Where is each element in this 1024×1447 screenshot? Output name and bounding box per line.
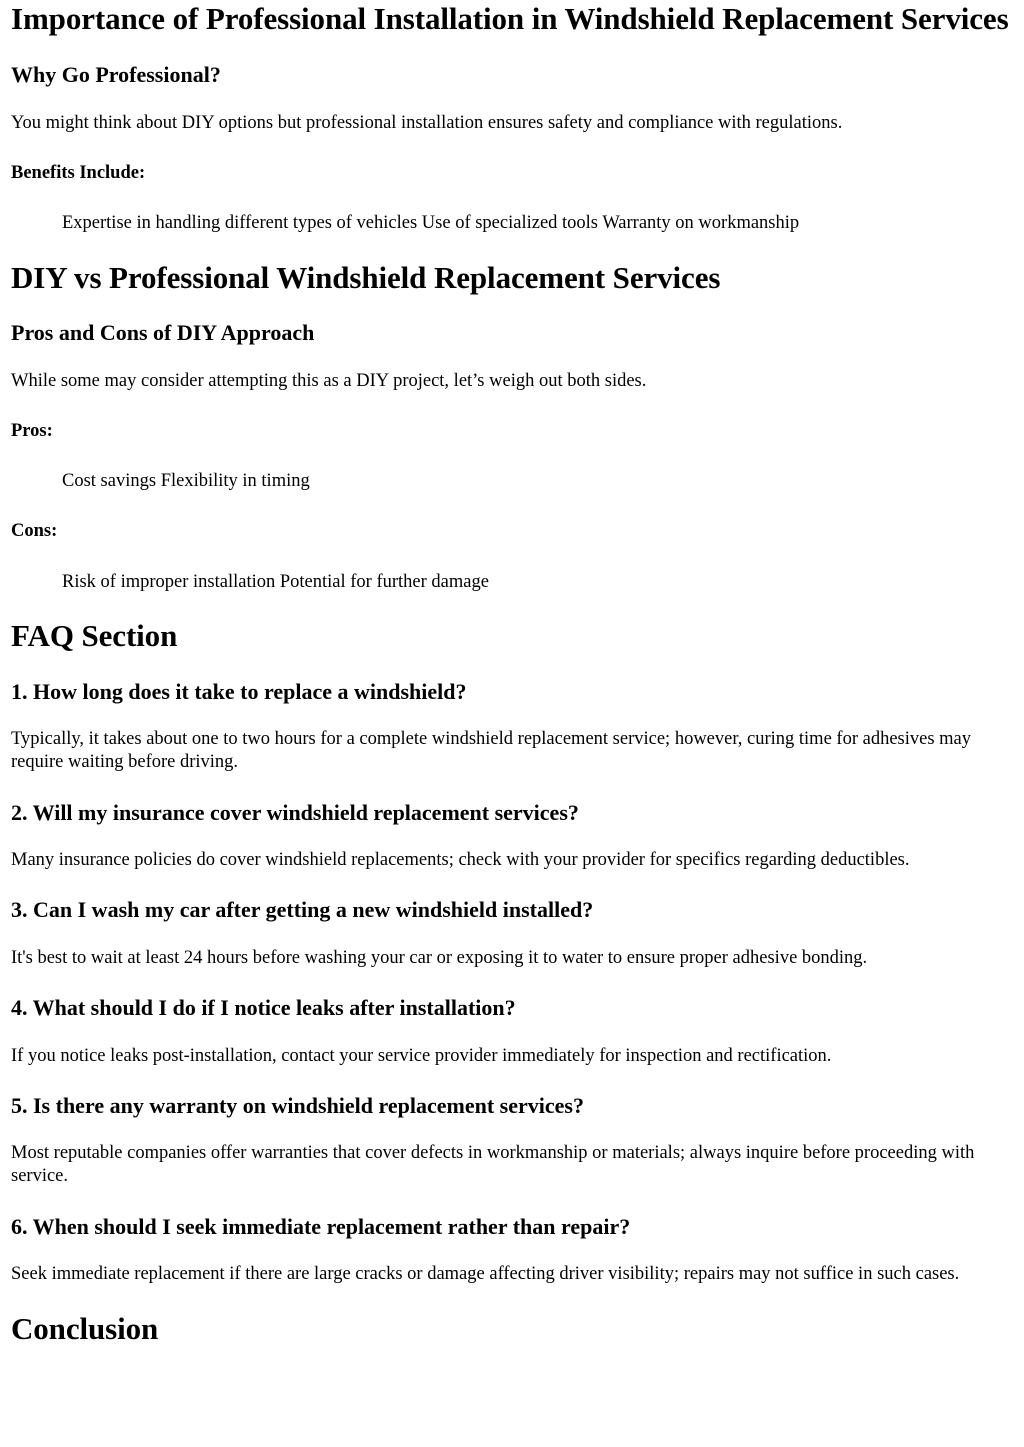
section-title-faq: FAQ Section	[11, 618, 178, 653]
faq-question: 5. Is there any warranty on windshield replacement services?	[11, 1093, 584, 1118]
section-title-professional-installation: Importance of Professional Installation in Windshield Replacement Services	[11, 1, 1009, 36]
faq-answer: It's best to wait at least 24 hours before washing your car or exposing it to water to ensure proper adhesive bonding.	[11, 948, 868, 968]
list-item: Cost savings	[62, 471, 157, 491]
faq-question: 6. When should I seek immediate replacement rather than repair?	[11, 1214, 631, 1239]
list-item: Potential for further damage	[279, 572, 489, 592]
subheading-why-go-professional: Why Go Professional?	[11, 62, 221, 87]
professional-intro-paragraph: You might think about DIY options but professional installation ensures safety and compliance with regulations.	[11, 113, 843, 133]
faq-question: 3. Can I wash my car after getting a new windshield installed?	[11, 897, 594, 922]
faq-answer: Many insurance policies do cover windshield replacements; check with your provider for specifics regarding deductibles.	[11, 850, 910, 870]
section-title-diy-vs-professional: DIY vs Professional Windshield Replacement Services	[11, 260, 721, 295]
diy-intro-paragraph: While some may consider attempting this as a DIY project, let’s weigh out both sides.	[11, 371, 647, 391]
faq-answer: If you notice leaks post-installation, contact your service provider immediately for inspection and rectification.	[11, 1046, 832, 1066]
faq-question: 1. How long does it take to replace a windshield?	[11, 679, 467, 704]
list-item: Flexibility in timing	[160, 471, 310, 491]
benefits-label: Benefits Include:	[11, 163, 146, 183]
faq-question: 4. What should I do if I notice leaks after installation?	[11, 995, 516, 1020]
section-title-conclusion: Conclusion	[11, 1311, 159, 1346]
article	[0, 1, 1024, 1347]
subheading-pros-cons: Pros and Cons of DIY Approach	[11, 320, 315, 345]
cons-list	[11, 571, 1014, 594]
cons-label: Cons:	[11, 521, 58, 541]
pros-label: Pros:	[11, 421, 53, 441]
faq-answer: Typically, it takes about one to two hours for a complete windshield replacement service; however, curing time for adhesives may require waiting before driving.	[11, 729, 972, 772]
list-item: Expertise in handling different types of vehicles	[62, 213, 418, 233]
benefits-list	[11, 212, 1014, 235]
list-item: Risk of improper installation	[62, 572, 276, 592]
faq-answer: Most reputable companies offer warranties that cover defects in workmanship or materials; always inquire before proceeding with service.	[11, 1143, 975, 1186]
faq-question: 2. Will my insurance cover windshield replacement services?	[11, 800, 579, 825]
faq-answer: Seek immediate replacement if there are large cracks or damage affecting driver visibility; repairs may not suffice in such cases.	[11, 1264, 960, 1284]
list-item: Use of specialized tools	[421, 213, 599, 233]
list-item: Warranty on workmanship	[602, 213, 800, 233]
pros-list	[11, 470, 1014, 493]
